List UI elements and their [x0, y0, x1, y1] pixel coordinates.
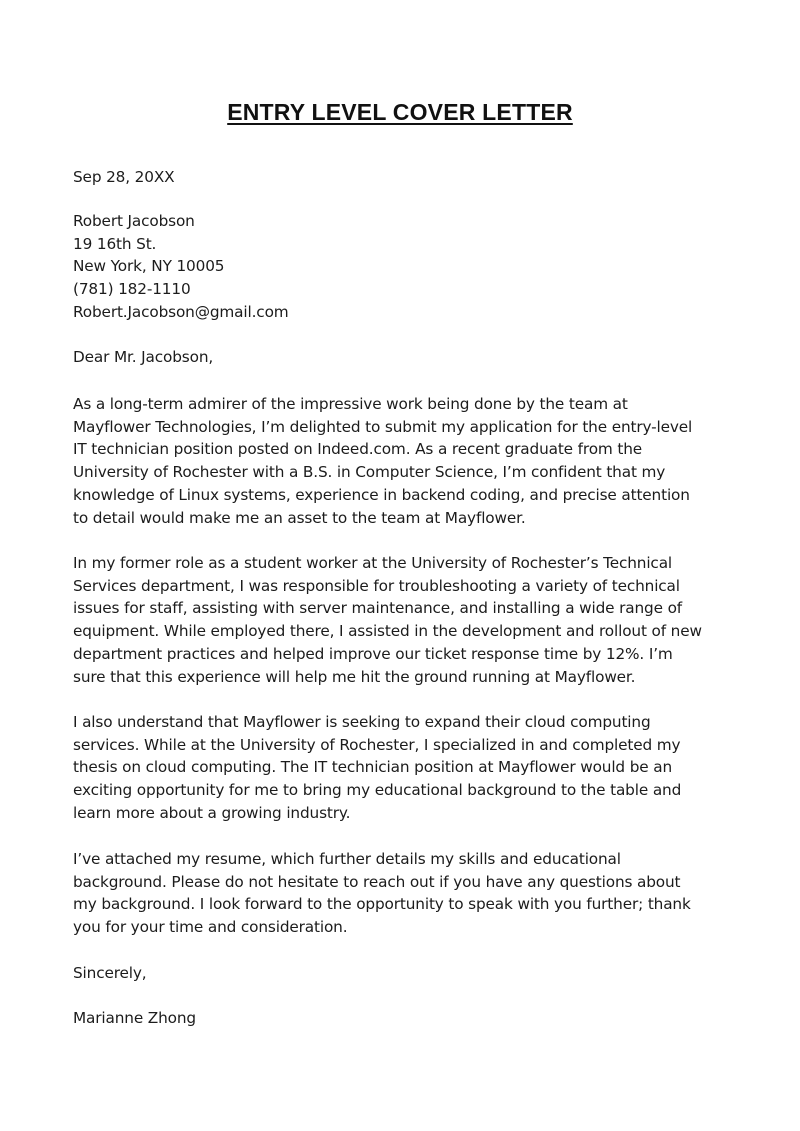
letter-date: Sep 28, 20XX [73, 168, 175, 186]
recipient-name: Robert Jacobson [73, 212, 195, 230]
paragraph-line: As a long-term admirer of the impressive work being done by the team at [73, 395, 628, 413]
paragraph-line: IT technician position posted on Indeed.com. As a recent graduate from the [73, 440, 643, 459]
paragraph-line: I also understand that Mayflower is seeking to expand their cloud computing [73, 713, 651, 731]
paragraph-line: background. Please do not hesitate to reach out if you have any questions about [73, 872, 681, 891]
recipient-email: Robert.Jacobson@gmail.com [73, 302, 289, 321]
paragraph-line: issues for staff, assisting with server maintenance, and installing a wide range of [73, 599, 683, 618]
paragraph-line: learn more about a growing industry. [73, 803, 351, 822]
page-title: ENTRY LEVEL COVER LETTER [227, 99, 573, 125]
paragraph-line: In my former role as a student worker at the University of Rochester’s Technical [73, 554, 673, 572]
paragraph-line: to detail would make me an asset to the team at Mayflower. [73, 508, 526, 527]
paragraph-interest [73, 711, 738, 825]
recipient-address-block [73, 210, 738, 324]
paragraph-line: Services department, I was responsible for troubleshooting a variety of technical [73, 576, 680, 595]
paragraph-line: exciting opportunity for me to bring my educational background to the table and [73, 781, 682, 800]
paragraph-line: department practices and helped improve our ticket response time by 12%. I’m [73, 644, 673, 663]
paragraph-line: knowledge of Linux systems, experience in backend coding, and precise attention [73, 485, 690, 504]
paragraph-closing-remarks [73, 848, 738, 939]
signature-name: Marianne Zhong [73, 1009, 196, 1027]
paragraph-line: my background. I look forward to the opportunity to speak with you further; thank [73, 895, 691, 914]
salutation: Dear Mr. Jacobson, [73, 348, 214, 366]
paragraph-line: thesis on cloud computing. The IT technician position at Mayflower would be an [73, 758, 673, 777]
paragraph-line: I’ve attached my resume, which further details my skills and educational [73, 850, 621, 868]
paragraph-experience [73, 552, 738, 688]
paragraph-line: sure that this experience will help me hit the ground running at Mayflower. [73, 667, 636, 686]
recipient-phone: (781) 182-1110 [73, 280, 191, 299]
recipient-street: 19 16th St. [73, 234, 157, 253]
paragraph-line: University of Rochester with a B.S. in Computer Science, I’m confident that my [73, 463, 666, 482]
paragraph-line: Mayflower Technologies, I’m delighted to submit my application for the entry-level [73, 417, 693, 436]
recipient-city-state-zip: New York, NY 10005 [73, 257, 225, 276]
paragraph-introduction [73, 393, 738, 529]
closing: Sincerely, [73, 964, 147, 982]
paragraph-line: you for your time and consideration. [73, 918, 348, 937]
paragraph-line: services. While at the University of Rochester, I specialized in and completed my [73, 735, 681, 754]
paragraph-line: equipment. While employed there, I assisted in the development and rollout of new [73, 622, 702, 641]
